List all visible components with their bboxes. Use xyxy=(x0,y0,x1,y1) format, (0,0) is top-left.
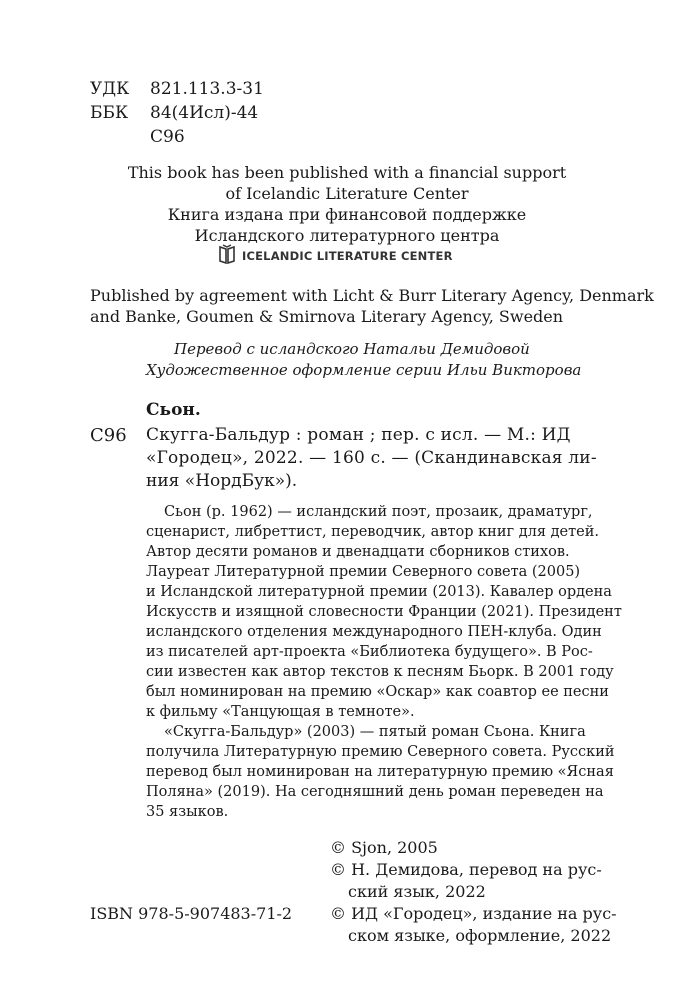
bbk-label: ББК xyxy=(90,103,129,123)
annotation-line: был номинирован на премию «Оскар» как соавтор ее песни xyxy=(146,684,609,700)
annotation-line: 35 языков. xyxy=(146,804,229,820)
annotation-line: Автор десяти романов и двенадцати сборников стихов. xyxy=(146,544,570,560)
annotation-line: получила Литературную премию Северного совета. Русский xyxy=(146,744,615,760)
design-credit: Художественное оформление серии Ильи Викторова xyxy=(146,361,582,379)
author-heading: Сьон. xyxy=(146,400,201,420)
translator-credit: Перевод с исландского Натальи Демидовой xyxy=(174,340,530,358)
catalog-mark: С96 xyxy=(90,425,127,446)
annotation-line: «Скугга-Бальдур» (2003) — пятый роман Сьона. Книга xyxy=(164,724,586,740)
annotation-line: Поляна» (2019). На сегодняшний день роман переведен на xyxy=(146,784,604,800)
agreement-line-2: and Banke, Goumen & Smirnova Literary Agency, Sweden xyxy=(90,307,564,326)
annotation-line: к фильму «Танцующая в темноте». xyxy=(146,704,415,720)
isbn: ISBN 978-5-907483-71-2 xyxy=(90,904,293,923)
annotation-line: сии известен как автор текстов к песням Бьорк. В 2001 году xyxy=(146,664,614,680)
annotation-line: исландского отделения международного ПЕН-клуба. Один xyxy=(146,624,602,640)
annotation-line: Сьон (р. 1962) — исландский поэт, прозаик, драматург, xyxy=(164,504,593,520)
annotation-line: Лауреат Литературной премии Северного совета (2005) xyxy=(146,564,581,580)
author-mark: С96 xyxy=(150,127,185,147)
support-line-3: Книга издана при финансовой поддержке xyxy=(167,205,527,224)
support-line-1: This book has been published with a financial support xyxy=(127,163,567,182)
copyright-line-1: © Sjon, 2005 xyxy=(330,838,438,857)
catalog-line-3: ния «НордБук»). xyxy=(146,471,298,491)
catalog-line-2: «Городец», 2022. — 160 с. — (Скандинавская ли- xyxy=(146,448,597,468)
agreement-line-1: Published by agreement with Licht & Burr Literary Agency, Denmark xyxy=(90,286,654,305)
annotation-line: Искусств и изящной словесности Франции (2021). Президент xyxy=(146,604,622,620)
bbk-value: 84(4Исл)-44 xyxy=(150,103,259,123)
udk-value: 821.113.3-31 xyxy=(150,79,264,99)
annotation-line: сценарист, либреттист, переводчик, автор книг для детей. xyxy=(146,524,599,540)
copyright-line-3: ский язык, 2022 xyxy=(348,882,486,901)
copyright-line-2: © Н. Демидова, перевод на рус- xyxy=(330,860,602,879)
catalog-line-1: Скугга-Бальдур : роман ; пер. с исл. — М.: ИД xyxy=(146,425,571,445)
annotation-line: из писателей арт-проекта «Библиотека будущего». В Рос- xyxy=(146,644,593,660)
support-line-4: Исландского литературного центра xyxy=(194,226,500,245)
logo-text: ICELANDIC LITERATURE CENTER xyxy=(242,249,453,263)
copyright-line-5: ском языке, оформление, 2022 xyxy=(348,926,612,945)
annotation-line: перевод был номинирован на литературную премию «Ясная xyxy=(146,764,614,780)
support-line-2: of Icelandic Literature Center xyxy=(225,184,469,203)
udk-label: УДК xyxy=(90,79,130,99)
book-icon xyxy=(218,244,236,268)
annotation-line: и Исландской литературной премии (2013). Кавалер ордена xyxy=(146,584,612,600)
copyright-line-4: © ИД «Городец», издание на рус- xyxy=(330,904,617,923)
icelandic-literature-center-logo xyxy=(218,244,453,268)
